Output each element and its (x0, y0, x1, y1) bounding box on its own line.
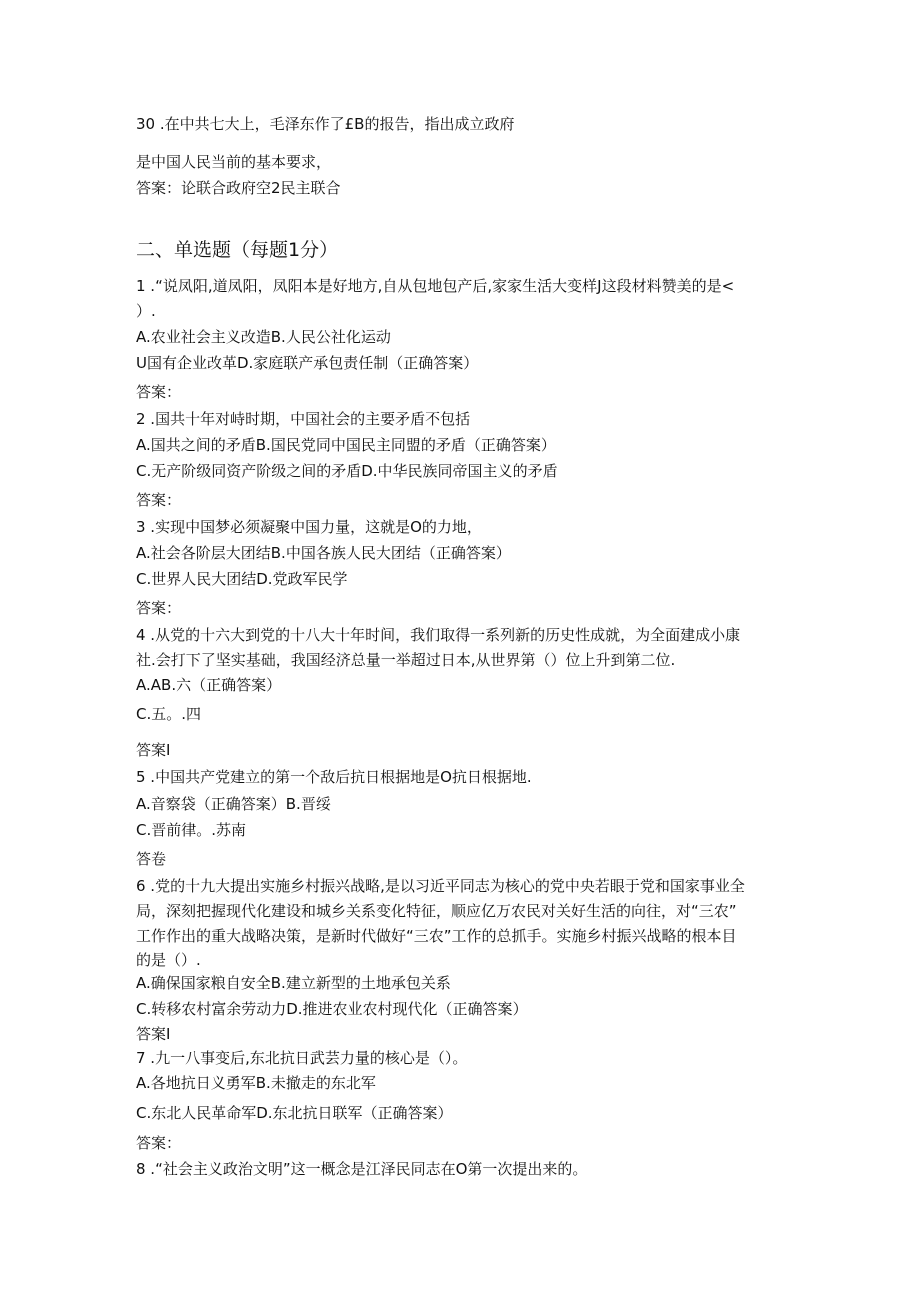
q4-text: 4 .从党的十六大到党的十八大十年时间，我们取得一系列新的历史性成就，为全面建成小康 (136, 626, 741, 644)
q4-options-ab: A.AB.六（正确答案） (136, 676, 282, 694)
section-heading: 二、单选题（每题1分） (136, 239, 339, 261)
q5-answer: 答卷 (136, 850, 167, 868)
q2-text: 2 .国共十年对峙时期，中国社会的主要矛盾不包括 (136, 410, 471, 428)
q1-text: 1 .“说凤阳,道凤阳，凤阳本是好地方,自从包地包产后,家家生活大变样J这段材料赞美的是< (136, 277, 735, 295)
q8-text: 8 .“社会主义政治文明”这一概念是江泽民同志在O第一次提出来的。 (136, 1160, 588, 1178)
q6-text-cont-1: 局，深刻把握现代化建设和城乡关系变化特征，顺应亿万农民对关好生活的向往，对“三农” (136, 902, 737, 920)
q6-answer: 答案I (136, 1025, 171, 1043)
q7-text: 7 .九一八事变后,东北抗日武芸力量的核心是（）。 (136, 1049, 468, 1067)
q5-text: 5 .中国共产党建立的第一个敌后抗日根据地是O抗日根据地. (136, 768, 532, 786)
q2-answer: 答案： (136, 491, 182, 509)
q1-options-cd: U国有企业改革D.家庭联产承包责任制（正确答案） (136, 354, 479, 372)
q30-text-cont: 是中国人民当前的基本要求， (136, 153, 332, 171)
q6-text: 6 .党的十九大提出实施乡村振兴战略,是以习近平同志为核心的党中央若眼于党和国家事业全 (136, 877, 745, 895)
q5-options-cd: C.晋前律。.苏南 (136, 821, 247, 839)
q7-answer: 答案： (136, 1134, 182, 1152)
q4-options-cd: C.五。.四 (136, 705, 202, 723)
q2-options-cd: C.无产阶级同资产阶级之间的矛盾D.中华民族同帝国主义的矛盾 (136, 462, 558, 480)
q4-answer: 答案I (136, 741, 171, 759)
q7-options-ab: A.各地抗日义勇军B.未撤走的东北军 (136, 1074, 376, 1092)
q3-options-ab: A.社会各阶层大团结B.中国各族人民大团结（正确答案） (136, 544, 511, 562)
q6-text-cont-3: 的是（）. (136, 951, 201, 969)
q6-text-cont-2: 工作作出的重大战略决策，是新时代做好“三农”工作的总抓手。实施乡村振兴战略的根本目 (136, 927, 737, 945)
q1-options-ab: A.农业社会主义改造B.人民公社化运动 (136, 328, 391, 346)
q6-options-ab: A.确保国家粮自安全B.建立新型的土地承包关系 (136, 974, 451, 992)
q5-options-ab: A.音察袋（正确答案）B.晋绥 (136, 795, 331, 813)
q3-answer: 答案： (136, 599, 182, 617)
q2-options-ab: A.国共之间的矛盾B.国民党同中国民主同盟的矛盾（正确答案） (136, 436, 556, 454)
q1-text-cont: ）. (136, 302, 156, 320)
q6-options-cd: C.转移农村富余劳动力D.推进农业农村现代化（正确答案） (136, 1000, 528, 1018)
q30-text: 30 .在中共七大上，毛泽东作了£B的报告，指出成立政府 (136, 115, 515, 133)
q7-options-cd: C.东北人民革命军D.东北抗日联军（正确答案） (136, 1104, 453, 1122)
q1-answer: 答案： (136, 383, 182, 401)
q4-text-cont: 社.会打下了坚实基础，我国经济总量一举超过日本,从世界第（）位上升到第二位. (136, 651, 676, 669)
q30-answer: 答案：论联合政府空2民主联合 (136, 179, 341, 197)
q3-options-cd: C.世界人民大团结D.党政军民学 (136, 570, 348, 588)
q3-text: 3 .实现中国梦必须凝聚中国力量，这就是O的力地， (136, 518, 482, 536)
